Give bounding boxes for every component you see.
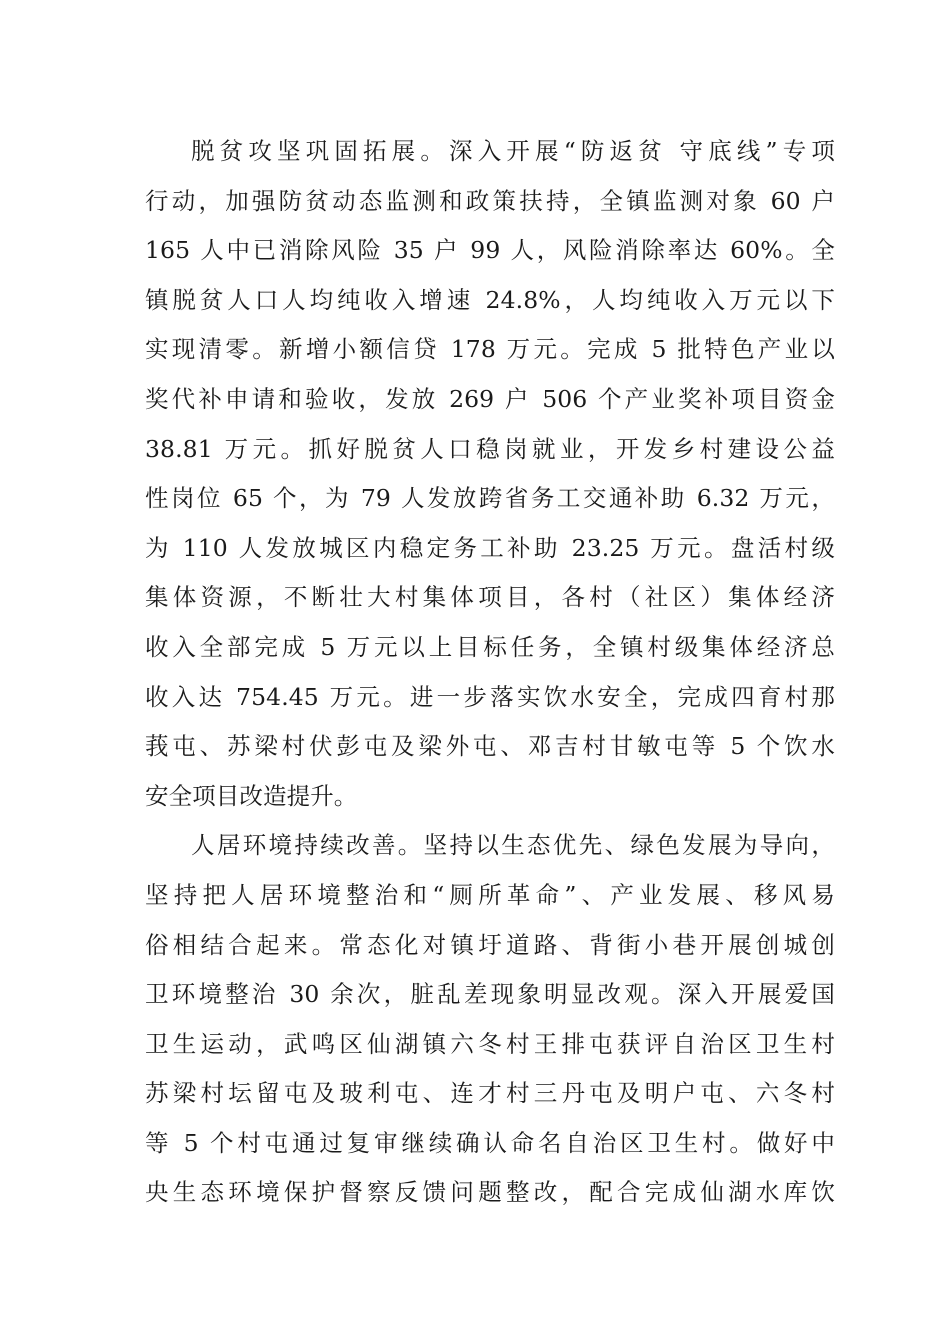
paragraph-line: 俗相结合起来。常态化对镇圩道路、背街小巷开展创城创 <box>145 930 835 959</box>
paragraph-line: 奖代补申请和验收，发放 269 户 506 个产业奖补项目资金 <box>145 384 835 413</box>
paragraph-line: 收入达 754.45 万元。进一步落实饮水安全，完成四育村那 <box>145 682 835 711</box>
paragraph-line: 实现清零。新增小额信贷 178 万元。完成 5 批特色产业以 <box>145 335 835 364</box>
paragraph-line: 央生态环境保护督察反馈问题整改，配合完成仙湖水库饮 <box>145 1178 835 1207</box>
paragraph-line: 165 人中已消除风险 35 户 99 人，风险消除率达 60%。全 <box>145 236 835 265</box>
paragraph-line: 苏梁村坛留屯及玻利屯、连才村三丹屯及明户屯、六冬村 <box>145 1079 835 1108</box>
paragraph-poverty-alleviation <box>145 127 835 821</box>
paragraph-line: 集体资源，不断壮大村集体项目，各村（社区）集体经济 <box>145 583 835 612</box>
paragraph-line: 莪屯、苏梁村伏彭屯及梁外屯、邓吉村甘敏屯等 5 个饮水 <box>145 732 835 761</box>
paragraph-line: 安全项目改造提升。 <box>145 781 358 810</box>
paragraph-line: 卫环境整治 30 余次，脏乱差现象明显改观。深入开展爱国 <box>145 980 835 1009</box>
paragraph-line: 脱贫攻坚巩固拓展。深入开展“防返贫 守底线”专项 <box>191 137 835 165</box>
paragraph-line: 坚持把人居环境整治和“厕所革命”、产业发展、移风易 <box>145 880 835 909</box>
paragraph-line: 收入全部完成 5 万元以上目标任务，全镇村级集体经济总 <box>145 632 835 661</box>
paragraph-line: 人居环境持续改善。坚持以生态优先、绿色发展为导向， <box>191 831 835 860</box>
paragraph-line: 卫生运动，武鸣区仙湖镇六冬村王排屯获评自治区卫生村 <box>145 1029 835 1058</box>
document-body <box>145 127 835 1218</box>
paragraph-living-environment <box>145 821 835 1218</box>
paragraph-line: 性岗位 65 个，为 79 人发放跨省务工交通补助 6.32 万元， <box>145 484 835 513</box>
paragraph-line: 行动，加强防贫动态监测和政策扶持，全镇监测对象 60 户 <box>145 186 835 215</box>
paragraph-line: 为 110 人发放城区内稳定务工补助 23.25 万元。盘活村级 <box>145 533 835 562</box>
paragraph-line: 镇脱贫人口人均纯收入增速 24.8%，人均纯收入万元以下 <box>145 285 835 314</box>
paragraph-line: 等 5 个村屯通过复审继续确认命名自治区卫生村。做好中 <box>145 1128 835 1157</box>
paragraph-line: 38.81 万元。抓好脱贫人口稳岗就业，开发乡村建设公益 <box>145 434 835 463</box>
